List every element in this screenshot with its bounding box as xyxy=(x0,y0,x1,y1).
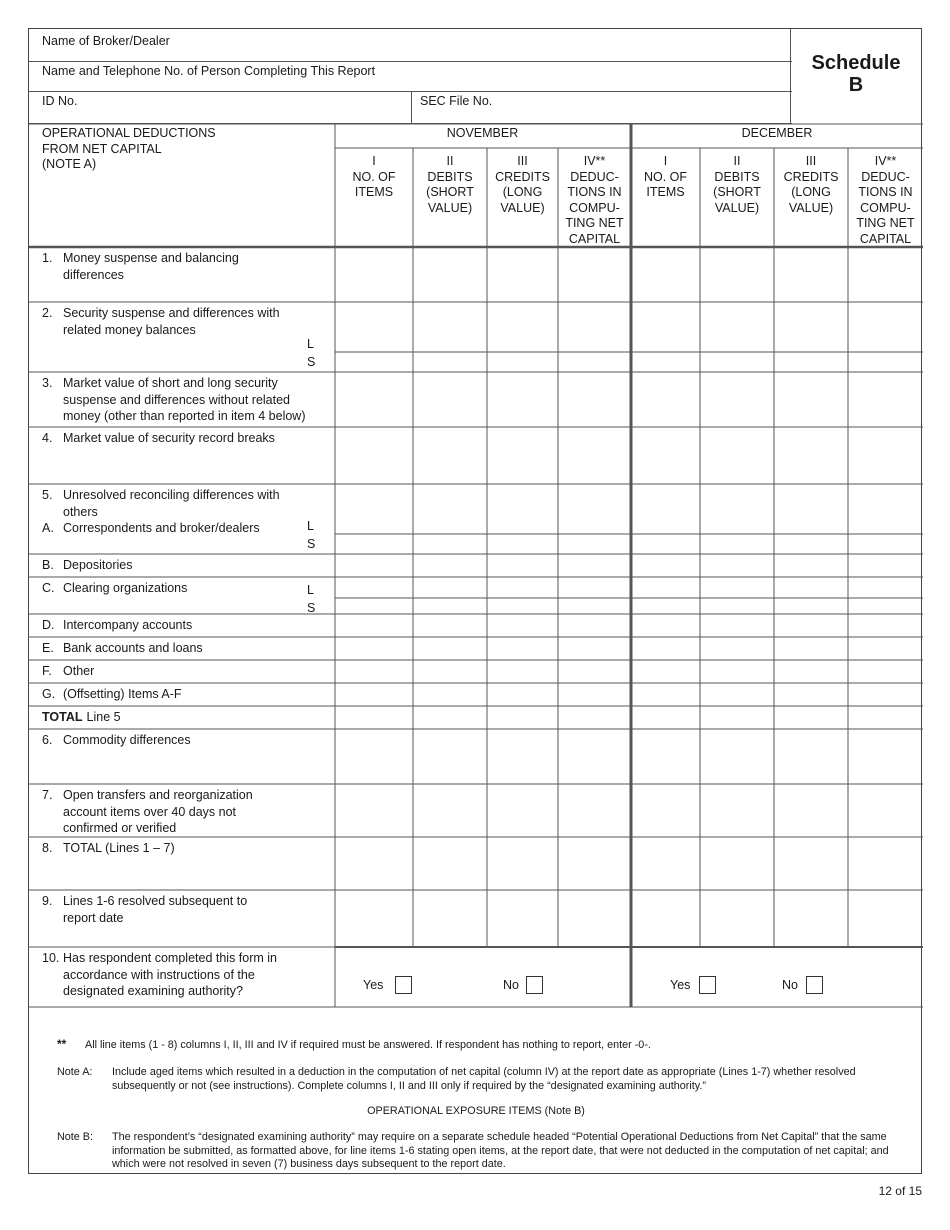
row-label xyxy=(42,787,332,837)
sec-file-label: SEC File No. xyxy=(420,94,493,108)
column-numeral: IV** xyxy=(874,154,897,168)
row-text: designated examining authority? xyxy=(63,984,243,998)
row-number: G. xyxy=(42,687,56,701)
row-label-line xyxy=(42,640,332,657)
column-numeral: III xyxy=(517,154,528,168)
id-label: ID No. xyxy=(42,94,78,108)
column-heading-line: COMPU- xyxy=(860,200,911,215)
row-label-line xyxy=(42,250,332,267)
short-marker: S xyxy=(307,601,316,615)
column-numeral: I xyxy=(372,154,376,168)
schedule-b-form xyxy=(28,28,922,1174)
row-text: related money balances xyxy=(63,322,196,337)
row-number: 7. xyxy=(42,788,53,802)
row-number: C. xyxy=(42,581,55,595)
row-text: money (other than reported in item 4 below) xyxy=(63,409,306,423)
contact-label: Name and Telephone No. of Person Completing This Report xyxy=(42,64,376,78)
column-heading-line: NO. OF xyxy=(352,169,396,184)
row-label-line xyxy=(42,430,332,447)
row-text: Lines 1-6 resolved subsequent to xyxy=(63,894,248,908)
row-text: Security suspense and differences with xyxy=(63,306,280,320)
row-label-line xyxy=(42,840,332,857)
column-numeral: IV** xyxy=(583,154,606,168)
column-heading xyxy=(631,154,700,201)
column-numeral: III xyxy=(805,154,817,168)
row-text: Open transfers and reorganization xyxy=(63,788,253,802)
row-number: 6. xyxy=(42,733,53,747)
row-text: Unresolved reconciling differences with xyxy=(63,488,280,502)
row-label-line xyxy=(42,487,332,504)
column-heading-line: COMPU- xyxy=(569,200,620,215)
month-november: NOVEMBER xyxy=(446,126,519,140)
row-text: suspense and differences without related xyxy=(63,392,291,407)
column-heading-line: CAPITAL xyxy=(859,231,912,246)
column-heading xyxy=(700,154,774,216)
row-label-line xyxy=(42,408,332,425)
page-number: 12 of 15 xyxy=(878,1184,922,1198)
row-number: 4. xyxy=(42,431,53,445)
column-heading-line: TING NET xyxy=(856,216,915,230)
row-label-line xyxy=(42,322,332,339)
column-numeral: II xyxy=(733,154,741,168)
row-number: D. xyxy=(42,618,55,632)
long-marker: L xyxy=(307,337,314,351)
short-marker: S xyxy=(307,355,316,369)
column-heading-line: VALUE) xyxy=(788,200,834,215)
column-heading xyxy=(487,154,558,216)
row-label-line xyxy=(42,732,332,749)
row-number: 2. xyxy=(42,306,53,320)
section-title-line: OPERATIONAL DEDUCTIONS xyxy=(42,126,216,140)
row-text: Commodity differences xyxy=(63,733,191,747)
no-checkbox-november[interactable] xyxy=(526,976,543,994)
row-label xyxy=(42,375,332,425)
stars-key: ** xyxy=(57,1037,67,1051)
row-number: 9. xyxy=(42,894,53,908)
row-label-line xyxy=(42,375,332,392)
yes-label-december: Yes xyxy=(670,978,691,992)
row-text: report date xyxy=(63,910,124,925)
column-heading-line: (SHORT xyxy=(426,185,474,199)
row-label xyxy=(42,840,332,857)
row-number: 1. xyxy=(42,251,53,265)
column-heading xyxy=(774,154,848,216)
row-label-line xyxy=(42,820,332,837)
short-marker: S xyxy=(307,537,316,551)
column-heading-line: CREDITS xyxy=(783,169,839,184)
row-label-line xyxy=(42,557,332,574)
row-text: Has respondent completed this form in xyxy=(63,951,277,965)
column-heading-line: VALUE) xyxy=(714,200,760,215)
exposure-heading: OPERATIONAL EXPOSURE ITEMS (Note B) xyxy=(367,1105,585,1117)
row-label-line xyxy=(42,504,332,521)
row-text: differences xyxy=(63,267,124,282)
column-heading-line: CAPITAL xyxy=(568,231,621,246)
column-numeral: I xyxy=(663,154,668,168)
row-label-line xyxy=(42,950,332,967)
row-label xyxy=(42,250,332,283)
column-heading-line: ITEMS xyxy=(354,185,394,199)
row-label xyxy=(42,430,332,447)
column-heading-line: (LONG xyxy=(791,185,831,199)
row-label xyxy=(42,709,332,726)
row-label xyxy=(42,520,332,537)
yes-checkbox-december[interactable] xyxy=(699,976,716,994)
section-title-line: FROM NET CAPITAL xyxy=(42,141,162,156)
no-label-november: No xyxy=(503,978,519,992)
column-heading xyxy=(848,154,923,247)
row-text: account items over 40 days not xyxy=(63,804,237,819)
column-heading xyxy=(413,154,487,216)
row-label-line xyxy=(42,520,332,537)
row-label xyxy=(42,557,332,574)
row-label-line xyxy=(42,967,332,984)
row-text: TOTAL (Lines 1 – 7) xyxy=(63,841,175,855)
row-number: A. xyxy=(42,521,54,535)
row-text: Money suspense and balancing xyxy=(63,251,239,265)
row-text: confirmed or verified xyxy=(63,821,177,835)
row-text: Intercompany accounts xyxy=(63,618,193,632)
row-number: B. xyxy=(42,558,54,572)
row-text: Other xyxy=(63,664,95,678)
column-heading-line: DEDUC- xyxy=(570,169,619,184)
section-title xyxy=(42,126,216,173)
row-label-line xyxy=(42,267,332,284)
note-a-text: Include aged items which resulted in a deduction in the computation of net capital (column IV) at the report date as appropriate (Lines 1-7) whether resolved subsequently or not (see instructions). Complete columns I, II and III only if required by the “designated examining authority.” xyxy=(112,1066,856,1092)
row-text: Market value of short and long security xyxy=(63,376,278,390)
note-a-key: Note A: xyxy=(57,1066,93,1078)
row-label-line xyxy=(42,580,332,597)
row-number: 8. xyxy=(42,841,53,855)
column-heading-line: (SHORT xyxy=(713,185,761,199)
row-label xyxy=(42,893,332,926)
column-heading-line: TING NET xyxy=(565,216,624,230)
section-title-line: (NOTE A) xyxy=(42,157,97,171)
row-label-line xyxy=(42,392,332,409)
long-marker: L xyxy=(307,519,314,533)
note-b-key: Note B: xyxy=(57,1131,94,1143)
row-number: F. xyxy=(42,664,52,678)
row-label-line xyxy=(42,893,332,910)
yes-label-november: Yes xyxy=(363,978,384,992)
column-heading-line: TIONS IN xyxy=(567,185,622,199)
column-heading-line: CREDITS xyxy=(495,169,550,184)
column-heading-line: VALUE) xyxy=(427,200,473,215)
column-heading-line: DEDUC- xyxy=(861,169,910,184)
row-text: Depositories xyxy=(63,558,133,572)
row-text: others xyxy=(63,504,98,519)
column-heading-line: DEBITS xyxy=(427,169,473,184)
column-heading-line: ITEMS xyxy=(646,185,685,199)
row-label-line xyxy=(42,305,332,322)
row-label-line xyxy=(42,663,332,680)
column-heading xyxy=(558,154,631,247)
row-label-line xyxy=(42,804,332,821)
yes-checkbox-november[interactable] xyxy=(395,976,412,994)
row-label xyxy=(42,617,332,634)
row-number: 10. xyxy=(42,951,60,965)
row-label-line xyxy=(42,983,332,1000)
row-label-line xyxy=(42,709,332,726)
column-heading-line: NO. OF xyxy=(643,169,688,184)
row-label xyxy=(42,305,332,338)
row-text: Correspondents and broker/dealers xyxy=(63,521,260,535)
row-text: (Offsetting) Items A-F xyxy=(63,687,182,701)
row-label xyxy=(42,686,332,703)
row-label xyxy=(42,487,332,520)
note-b-text: The respondent’s “designated examining authority” may require on a separate schedule headed “Potential Operational Deductions from Net Capital” that the same information be submitted, as formatted above, for line items 1-6 stating open items, at the report date, that were not deducted in the computation of net capital; and which were not resolved in seven (7) business days subsequent to the report date. xyxy=(112,1131,889,1170)
long-marker: L xyxy=(307,583,314,597)
column-heading-line: VALUE) xyxy=(500,200,545,215)
row-text: Clearing organizations xyxy=(63,581,188,595)
row-label xyxy=(42,580,332,597)
row-label-line xyxy=(42,686,332,703)
no-checkbox-december[interactable] xyxy=(806,976,823,994)
row-label-line xyxy=(42,910,332,927)
row-text: Line 5 xyxy=(86,710,121,724)
row-label xyxy=(42,950,332,1000)
column-heading-line: (LONG xyxy=(502,185,543,199)
stars-text: All line items (1 - 8) columns I, II, III and IV if required must be answered. If respondent has nothing to report, enter -0-. xyxy=(85,1039,651,1051)
column-heading-line: TIONS IN xyxy=(858,185,913,199)
column-heading-line: DEBITS xyxy=(714,169,760,184)
row-text: Bank accounts and loans xyxy=(63,641,203,655)
row-number: 5. xyxy=(42,488,53,502)
column-numeral: II xyxy=(446,154,454,168)
row-number: TOTAL xyxy=(42,710,83,724)
month-december: DECEMBER xyxy=(741,126,813,140)
column-heading xyxy=(335,154,413,201)
no-label-december: No xyxy=(782,978,798,992)
row-label xyxy=(42,732,332,749)
row-label-line xyxy=(42,617,332,634)
broker-label: Name of Broker/Dealer xyxy=(42,34,170,48)
row-label-line xyxy=(42,787,332,804)
schedule-label: Schedule xyxy=(811,52,901,74)
row-number: 3. xyxy=(42,376,53,390)
row-label xyxy=(42,663,332,680)
row-text: accordance with instructions of the xyxy=(63,967,255,982)
row-text: Market value of security record breaks xyxy=(63,431,275,445)
row-number: E. xyxy=(42,641,54,655)
schedule-letter: B xyxy=(848,74,864,96)
row-label xyxy=(42,640,332,657)
